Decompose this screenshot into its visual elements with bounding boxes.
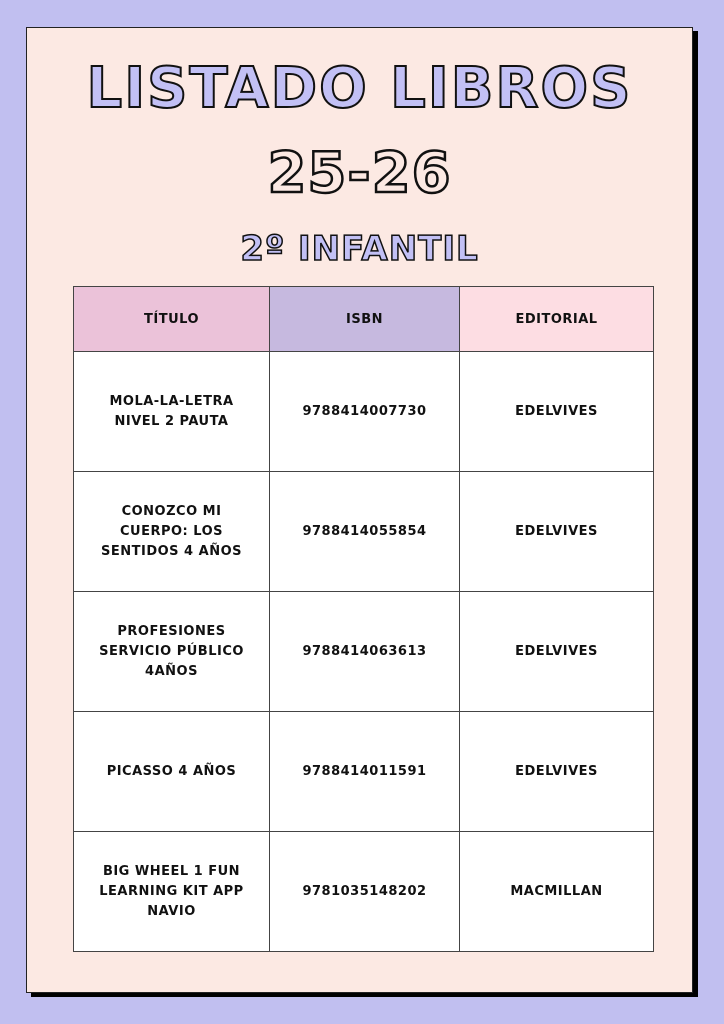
page-subtitle: 2º INFANTIL: [240, 229, 479, 269]
column-header-isbn: ISBN: [270, 287, 460, 352]
table-row: [74, 352, 654, 472]
book-title-cell: PROFESIONES SERVICIO PÚBLICO 4AÑOS: [74, 592, 270, 712]
book-editorial-cell: EDELVIVES: [460, 352, 654, 472]
document-card: [26, 27, 693, 993]
column-header-title: TÍTULO: [74, 287, 270, 352]
book-title-cell: BIG WHEEL 1 FUN LEARNING KIT APP NAVIO: [74, 832, 270, 952]
book-editorial-cell: EDELVIVES: [460, 592, 654, 712]
book-editorial-cell: EDELVIVES: [460, 472, 654, 592]
page-title: LISTADO LIBROS: [86, 56, 633, 121]
table-row: [74, 592, 654, 712]
table-row: [74, 712, 654, 832]
book-isbn-cell: 9781035148202: [270, 832, 460, 952]
book-title-cell: PICASSO 4 AÑOS: [74, 712, 270, 832]
table-row: [74, 472, 654, 592]
table-header-row: [74, 287, 654, 352]
column-header-editorial: EDITORIAL: [460, 287, 654, 352]
book-title-cell: CONOZCO MI CUERPO: LOS SENTIDOS 4 AÑOS: [74, 472, 270, 592]
books-table: [73, 286, 654, 952]
table-row: [74, 832, 654, 952]
book-editorial-cell: EDELVIVES: [460, 712, 654, 832]
book-isbn-cell: 9788414007730: [270, 352, 460, 472]
book-isbn-cell: 9788414055854: [270, 472, 460, 592]
page-year: 25-26: [267, 141, 452, 206]
book-title-cell: MOLA-LA-LETRA NIVEL 2 PAUTA: [74, 352, 270, 472]
book-isbn-cell: 9788414063613: [270, 592, 460, 712]
book-isbn-cell: 9788414011591: [270, 712, 460, 832]
book-editorial-cell: MACMILLAN: [460, 832, 654, 952]
